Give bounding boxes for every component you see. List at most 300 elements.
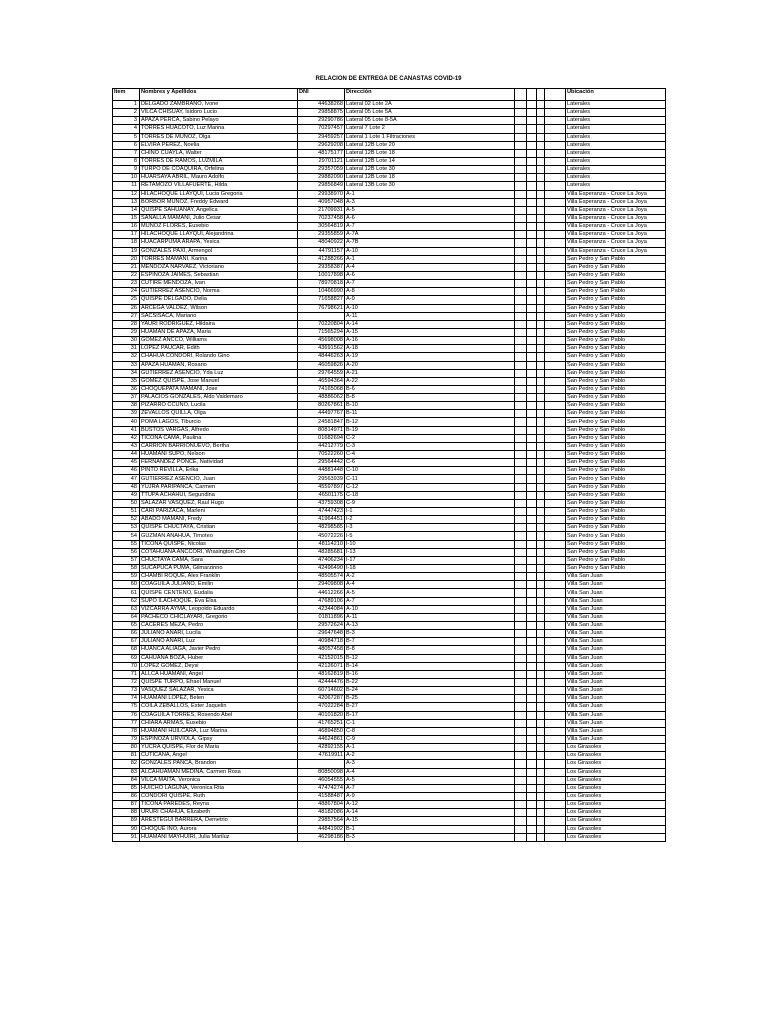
blank-cell xyxy=(527,255,537,263)
blank-cell xyxy=(527,711,537,719)
blank-cell xyxy=(515,296,527,304)
table-body xyxy=(113,101,666,842)
blank-cell xyxy=(537,654,545,662)
ubicacion-cell: San Pedro y San Pablo xyxy=(566,548,666,556)
name-cell: TORRES DE MUÑOZ, Olga xyxy=(140,133,298,141)
dni-cell: 42126071 xyxy=(298,662,345,670)
blank-cell xyxy=(537,214,545,222)
blank-cell xyxy=(527,133,537,141)
ubicacion-cell: Los Girasoles xyxy=(566,768,666,776)
item-cell: 38 xyxy=(113,402,140,410)
item-cell: 44 xyxy=(113,451,140,459)
blank-cell xyxy=(527,141,537,149)
blank-cell xyxy=(527,662,537,670)
name-cell: ZEVALLOS QUILLA, Olga xyxy=(140,410,298,418)
blank-cell xyxy=(545,467,566,475)
blank-cell xyxy=(527,174,537,182)
table-row xyxy=(113,271,666,279)
blank-cell xyxy=(527,263,537,271)
direccion-cell: A-13 xyxy=(345,622,515,630)
name-cell: APAZA PERCA, Sabino Pelayo xyxy=(140,117,298,125)
direccion-cell: A-3 xyxy=(345,198,515,206)
ubicacion-cell: San Pedro y San Pablo xyxy=(566,459,666,467)
blank-cell xyxy=(545,695,566,703)
table-row xyxy=(113,833,666,841)
blank-cell xyxy=(527,605,537,613)
item-cell: 1 xyxy=(113,101,140,109)
blank-cell xyxy=(545,280,566,288)
blank-cell xyxy=(527,524,537,532)
blank-cell xyxy=(515,369,527,377)
blank-cell xyxy=(515,719,527,727)
ubicacion-cell: San Pedro y San Pablo xyxy=(566,410,666,418)
direccion-cell: C-12 xyxy=(345,483,515,491)
item-cell: 85 xyxy=(113,784,140,792)
blank-cell xyxy=(537,744,545,752)
table-row xyxy=(113,654,666,662)
name-cell: COAGUILA JULIANO, Emilin xyxy=(140,581,298,589)
direccion-cell: A-1 xyxy=(345,255,515,263)
direccion-cell: Lateral 12B Lote 18 xyxy=(345,149,515,157)
blank-cell xyxy=(537,231,545,239)
item-cell: 53 xyxy=(113,524,140,532)
item-cell: 82 xyxy=(113,760,140,768)
name-cell: PACHECO CHICLAYARI, Gregorio xyxy=(140,613,298,621)
name-cell: TORRES DE RAMOS, LUZMILA xyxy=(140,157,298,165)
blank-cell xyxy=(545,622,566,630)
name-cell: ESPINOZA JAIMES, Sebastian xyxy=(140,271,298,279)
item-cell: 35 xyxy=(113,377,140,385)
table-row xyxy=(113,573,666,581)
blank-cell xyxy=(537,573,545,581)
blank-cell xyxy=(537,638,545,646)
direccion-cell: B-1 xyxy=(345,825,515,833)
name-cell: APAZA HUAMAN, Rosario xyxy=(140,361,298,369)
name-cell: CHINO CUAYLA, Walter xyxy=(140,149,298,157)
blank-cell xyxy=(515,638,527,646)
blank-cell xyxy=(515,678,527,686)
blank-cell xyxy=(515,109,527,117)
blank-cell xyxy=(515,491,527,499)
blank-cell xyxy=(537,784,545,792)
blank-cell xyxy=(527,532,537,540)
blank-cell xyxy=(537,735,545,743)
ubicacion-cell: Villa San Juan xyxy=(566,678,666,686)
item-cell: 31 xyxy=(113,345,140,353)
blank-cell xyxy=(537,157,545,165)
ubicacion-cell: Los Girasoles xyxy=(566,833,666,841)
blank-cell xyxy=(537,125,545,133)
blank-cell xyxy=(527,483,537,491)
ubicacion-cell: San Pedro y San Pablo xyxy=(566,353,666,361)
dni-cell: 44881448 xyxy=(298,467,345,475)
name-cell: MUÑOZ FLORES, Eusebio xyxy=(140,223,298,231)
blank-cell xyxy=(527,597,537,605)
blank-cell xyxy=(537,263,545,271)
dni-cell: 46894850 xyxy=(298,727,345,735)
name-cell: CARI PARIZACA, Marleni xyxy=(140,508,298,516)
ubicacion-cell: Villa San Juan xyxy=(566,687,666,695)
name-cell: HILACHOQUE LLAYQUI, Lucia Gregoria xyxy=(140,190,298,198)
item-cell: 62 xyxy=(113,597,140,605)
table-row xyxy=(113,410,666,418)
blank-cell xyxy=(527,638,537,646)
direccion-cell: A-2 xyxy=(345,752,515,760)
table-row xyxy=(113,361,666,369)
direccion-cell: C-3 xyxy=(345,442,515,450)
blank-cell xyxy=(537,719,545,727)
table-row xyxy=(113,638,666,646)
item-cell: 14 xyxy=(113,206,140,214)
blank-cell xyxy=(545,532,566,540)
blank-cell xyxy=(537,776,545,784)
blank-cell xyxy=(527,442,537,450)
blank-cell xyxy=(537,296,545,304)
direccion-cell: A-9 xyxy=(345,792,515,800)
dni-cell: 44612266 xyxy=(298,589,345,597)
direccion-cell: C-9 xyxy=(345,499,515,507)
blank-cell xyxy=(527,239,537,247)
name-cell: QUISPE TURPO, Efrael Manuel xyxy=(140,678,298,686)
direccion-cell: A-5 xyxy=(345,206,515,214)
ubicacion-cell: Villa San Juan xyxy=(566,695,666,703)
blank-cell xyxy=(537,402,545,410)
name-cell: QUISPE SAHUANAY, Angelica xyxy=(140,206,298,214)
name-cell: HUICHO LAGUNA, Veronica Rita xyxy=(140,784,298,792)
name-cell: ABADO MAMANI, Fredy xyxy=(140,516,298,524)
direccion-cell: A-5 xyxy=(345,589,515,597)
dni-cell: 44212779 xyxy=(298,442,345,450)
ubicacion-cell: San Pedro y San Pablo xyxy=(566,402,666,410)
table-row xyxy=(113,605,666,613)
direccion-cell: I-17 xyxy=(345,556,515,564)
item-cell: 33 xyxy=(113,361,140,369)
dni-cell: 42067287 xyxy=(298,695,345,703)
item-cell: 75 xyxy=(113,703,140,711)
table-row xyxy=(113,703,666,711)
table-row xyxy=(113,499,666,507)
item-cell: 30 xyxy=(113,337,140,345)
table-row xyxy=(113,524,666,532)
name-cell: TICONA CAMA, Paulina xyxy=(140,434,298,442)
blank-cell xyxy=(545,247,566,255)
dni-cell: 41588487 xyxy=(298,792,345,800)
ubicacion-cell: Villa San Juan xyxy=(566,670,666,678)
blank-cell xyxy=(515,516,527,524)
dni-cell: 48175177 xyxy=(298,149,345,157)
blank-cell xyxy=(545,499,566,507)
blank-cell xyxy=(515,459,527,467)
ubicacion-cell: Los Girasoles xyxy=(566,744,666,752)
ubicacion-cell: San Pedro y San Pablo xyxy=(566,556,666,564)
direccion-cell: A-11 xyxy=(345,312,515,320)
blank-cell xyxy=(537,328,545,336)
blank-cell xyxy=(515,695,527,703)
name-cell: HUARSAYA ABRIL, Mauro Adolfo xyxy=(140,174,298,182)
table-row xyxy=(113,255,666,263)
header-item: Item xyxy=(113,89,140,101)
ubicacion-cell: Villa San Juan xyxy=(566,711,666,719)
direccion-cell: Lateral 13B Lote 30 xyxy=(345,182,515,190)
direccion-cell: Lateral 1 Lote 1 Filtraciones xyxy=(345,133,515,141)
dni-cell: 42496490 xyxy=(298,565,345,573)
table-row xyxy=(113,459,666,467)
blank-cell xyxy=(527,206,537,214)
ubicacion-cell: Laterales xyxy=(566,157,666,165)
dni-cell: 29564442 xyxy=(298,459,345,467)
dni-cell: 71658827 xyxy=(298,296,345,304)
blank-cell xyxy=(515,703,527,711)
name-cell: CARRION BARRIONUEVO, Bertha xyxy=(140,442,298,450)
table-row xyxy=(113,377,666,385)
blank-cell xyxy=(515,271,527,279)
blank-cell xyxy=(527,573,537,581)
blank-cell xyxy=(545,768,566,776)
ubicacion-cell: Laterales xyxy=(566,101,666,109)
blank-cell xyxy=(545,214,566,222)
item-cell: 27 xyxy=(113,312,140,320)
blank-cell xyxy=(545,174,566,182)
item-cell: 59 xyxy=(113,573,140,581)
ubicacion-cell: Los Girasoles xyxy=(566,809,666,817)
name-cell: VIZCARRA AYMA, Leopoldo Eduardo xyxy=(140,605,298,613)
name-cell: CHOQUEPATA MAMANI, Jose xyxy=(140,385,298,393)
dni-cell: 29764559 xyxy=(298,369,345,377)
blank-cell xyxy=(515,426,527,434)
table-row xyxy=(113,711,666,719)
blank-cell xyxy=(537,516,545,524)
header-name: Nombres y Apellidos xyxy=(140,89,298,101)
blank-cell xyxy=(515,499,527,507)
dni-cell: 29882090 xyxy=(298,174,345,182)
name-cell: PINTO REVILLA, Erika xyxy=(140,467,298,475)
direccion-cell: B-25 xyxy=(345,695,515,703)
blank-cell xyxy=(537,394,545,402)
blank-cell xyxy=(515,646,527,654)
blank-cell xyxy=(515,312,527,320)
blank-cell xyxy=(537,385,545,393)
item-cell: 37 xyxy=(113,394,140,402)
blank-cell xyxy=(545,752,566,760)
direccion-cell: I-2 xyxy=(345,516,515,524)
direccion-cell: Lateral 7 Lote 2 xyxy=(345,125,515,133)
blank-cell xyxy=(545,369,566,377)
blank-cell xyxy=(537,410,545,418)
blank-cell xyxy=(515,654,527,662)
name-cell: GOMEZ QUISPE, Jose Manuel xyxy=(140,377,298,385)
blank-cell xyxy=(545,394,566,402)
ubicacion-cell: Villa Esperanza - Cruce La Joya xyxy=(566,239,666,247)
blank-cell xyxy=(537,622,545,630)
ubicacion-cell: San Pedro y San Pablo xyxy=(566,491,666,499)
blank-cell xyxy=(537,581,545,589)
blank-cell xyxy=(545,638,566,646)
name-cell: TICONA QUISPE, Nicolas xyxy=(140,540,298,548)
blank-cell xyxy=(537,662,545,670)
item-cell: 88 xyxy=(113,809,140,817)
ubicacion-cell: Laterales xyxy=(566,141,666,149)
name-cell: CHAMBI ROQUE, Alex Franklin xyxy=(140,573,298,581)
blank-cell xyxy=(515,255,527,263)
blank-cell xyxy=(527,491,537,499)
blank-cell xyxy=(515,402,527,410)
dni-cell: 29856849 xyxy=(298,182,345,190)
blank-cell xyxy=(515,752,527,760)
ubicacion-cell: San Pedro y San Pablo xyxy=(566,369,666,377)
blank-cell xyxy=(527,776,537,784)
ubicacion-cell: Villa San Juan xyxy=(566,662,666,670)
blank-cell xyxy=(515,263,527,271)
blank-cell xyxy=(527,345,537,353)
name-cell: SUPO ILACHOQUE, Eva Elsa xyxy=(140,597,298,605)
direccion-cell: C-18 xyxy=(345,491,515,499)
blank-cell xyxy=(527,760,537,768)
blank-cell xyxy=(515,353,527,361)
blank-cell xyxy=(537,792,545,800)
name-cell: COAGUILA TORRES, Rosendo Abel xyxy=(140,711,298,719)
blank-cell xyxy=(515,744,527,752)
item-cell: 22 xyxy=(113,271,140,279)
dni-cell: 30564819 xyxy=(298,223,345,231)
dni-cell: 42152015 xyxy=(298,654,345,662)
item-cell: 63 xyxy=(113,605,140,613)
blank-cell xyxy=(545,630,566,638)
table-row xyxy=(113,752,666,760)
ubicacion-cell: San Pedro y San Pablo xyxy=(566,499,666,507)
blank-cell xyxy=(527,508,537,516)
direccion-cell: A-4 xyxy=(345,263,515,271)
blank-cell xyxy=(515,784,527,792)
direccion-cell: C-6 xyxy=(345,459,515,467)
table-row xyxy=(113,719,666,727)
dni-cell: 70237458 xyxy=(298,214,345,222)
blank-cell xyxy=(545,776,566,784)
item-cell: 12 xyxy=(113,190,140,198)
ubicacion-cell: San Pedro y San Pablo xyxy=(566,418,666,426)
blank-cell xyxy=(537,377,545,385)
ubicacion-cell: San Pedro y San Pablo xyxy=(566,328,666,336)
blank-cell xyxy=(515,206,527,214)
blank-cell xyxy=(527,735,537,743)
blank-cell xyxy=(515,133,527,141)
dni-cell: 48505574 xyxy=(298,573,345,581)
blank-cell xyxy=(537,768,545,776)
name-cell: COILA ZEBALLOS, Ester Jaquelin xyxy=(140,703,298,711)
item-cell: 20 xyxy=(113,255,140,263)
blank-cell xyxy=(545,508,566,516)
direccion-cell: B-27 xyxy=(345,703,515,711)
item-cell: 90 xyxy=(113,825,140,833)
blank-cell xyxy=(545,451,566,459)
table-row xyxy=(113,817,666,825)
dni-cell: 40957048 xyxy=(298,198,345,206)
table-row xyxy=(113,190,666,198)
blank-cell xyxy=(527,288,537,296)
name-cell: SUCAPUCA PUMA, Gilmarzinno xyxy=(140,565,298,573)
dni-cell: 48886062 xyxy=(298,394,345,402)
blank-cell xyxy=(527,418,537,426)
blank-cell xyxy=(545,556,566,564)
item-cell: 74 xyxy=(113,695,140,703)
blank-cell xyxy=(545,516,566,524)
blank-cell xyxy=(515,451,527,459)
name-cell: PIZARRO CCUNO, Lucila xyxy=(140,402,298,410)
name-cell: FERNANDEZ PONCE, Natividad xyxy=(140,459,298,467)
blank-cell xyxy=(527,117,537,125)
table-row xyxy=(113,247,666,255)
ubicacion-cell: Laterales xyxy=(566,166,666,174)
name-cell: GUZMAN ANAHUA, Timoteo xyxy=(140,532,298,540)
blank-cell xyxy=(527,361,537,369)
dni-cell: 47619911 xyxy=(298,752,345,760)
direccion-cell: A-15 xyxy=(345,328,515,336)
ubicacion-cell: San Pedro y San Pablo xyxy=(566,524,666,532)
item-cell: 13 xyxy=(113,198,140,206)
blank-cell xyxy=(527,556,537,564)
table-row xyxy=(113,670,666,678)
direccion-cell: A-12 xyxy=(345,801,515,809)
table-row xyxy=(113,157,666,165)
blank-cell xyxy=(515,556,527,564)
ubicacion-cell: Los Girasoles xyxy=(566,817,666,825)
dni-cell: 41964451 xyxy=(298,516,345,524)
ubicacion-cell: San Pedro y San Pablo xyxy=(566,434,666,442)
ubicacion-cell: Laterales xyxy=(566,133,666,141)
ubicacion-cell: San Pedro y San Pablo xyxy=(566,271,666,279)
blank-cell xyxy=(527,459,537,467)
blank-cell xyxy=(515,662,527,670)
name-cell: GUTIERREZ ASENCIO, Juan xyxy=(140,475,298,483)
blank-cell xyxy=(515,117,527,125)
blank-cell xyxy=(545,296,566,304)
item-cell: 23 xyxy=(113,280,140,288)
direccion-cell: I-13 xyxy=(345,548,515,556)
name-cell: CHOQUE IÑO, Aurora xyxy=(140,825,298,833)
blank-cell xyxy=(527,613,537,621)
direccion-cell: C-2 xyxy=(345,434,515,442)
direccion-cell: A-19 xyxy=(345,353,515,361)
blank-cell xyxy=(545,157,566,165)
table-row xyxy=(113,426,666,434)
blank-cell xyxy=(537,345,545,353)
blank-cell xyxy=(515,101,527,109)
blank-cell xyxy=(545,198,566,206)
dni-cell: 74165068 xyxy=(298,385,345,393)
blank-cell xyxy=(527,499,537,507)
name-cell: JULIANO AÑARI, Lucila xyxy=(140,630,298,638)
direccion-cell: A-15 xyxy=(345,817,515,825)
direccion-cell: C-11 xyxy=(345,475,515,483)
dni-cell: 29459257 xyxy=(298,133,345,141)
blank-cell xyxy=(515,670,527,678)
name-cell: TORRES MAMANI, Karina xyxy=(140,255,298,263)
item-cell: 69 xyxy=(113,654,140,662)
blank-cell xyxy=(527,223,537,231)
name-cell: HUAMANI LOPEZ, Belen xyxy=(140,695,298,703)
direccion-cell: A-4 xyxy=(345,768,515,776)
blank-cell xyxy=(537,475,545,483)
blank-cell xyxy=(527,654,537,662)
blank-cell xyxy=(527,825,537,833)
table-row xyxy=(113,451,666,459)
blank-cell xyxy=(537,198,545,206)
blank-cell xyxy=(537,434,545,442)
direccion-cell: A-7 xyxy=(345,784,515,792)
direccion-cell: A-7 xyxy=(345,280,515,288)
table-row xyxy=(113,312,666,320)
ubicacion-cell: Villa San Juan xyxy=(566,703,666,711)
direccion-cell: Lateral 05 Lote 8-5A xyxy=(345,117,515,125)
